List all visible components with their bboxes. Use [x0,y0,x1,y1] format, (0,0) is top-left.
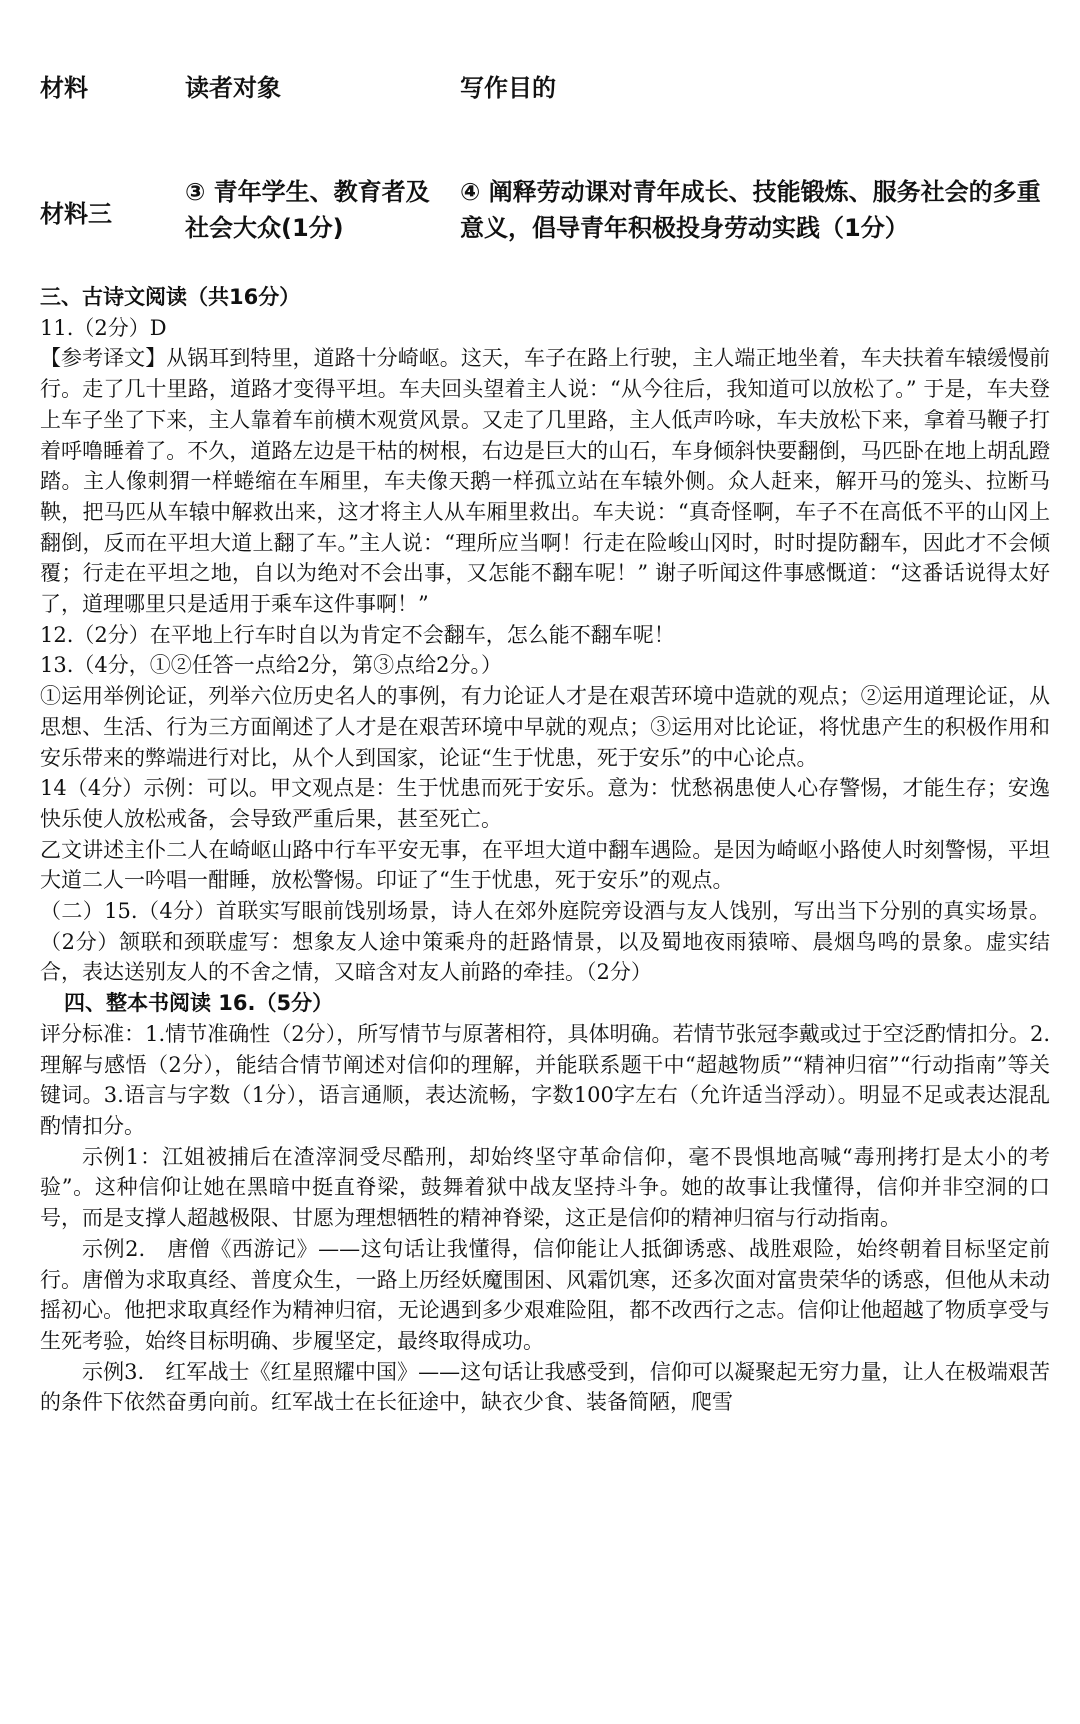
materials-table [40,70,1050,264]
question-14-part-b: 乙文讲述主仆二人在崎岖山路中行车平安无事，在平坦大道中翻车遇险。是因为崎岖小路使人时刻警惕，平坦大道二人一吟唱一酣睡，放松警惕。印证了“生于忧患，死于安乐”的观点。 [40,837,1050,893]
row-audience: ③ 青年学生、教育者及社会大众(1分) [185,178,430,242]
reference-translation: 【参考译文】从锅耳到特里，道路十分崎岖。这天，车子在路上行驶，主人端正地坐着，车夫扶着车辕缓慢前行。走了几十里路，道路才变得平坦。车夫回头望着主人说：“从今往后，我知道可以放松了。” 于是，车夫登上车子坐了下来，主人靠着车前横木观赏风景。又走了几里路，主人低声吟咏，车夫放松下来，拿着马鞭子打着呼噜睡着了。不久，道路左边是干枯的树根，右边是巨大的山石，车身倾斜快要翻倒，马匹卧在地上胡乱蹬踏。主人像刺猬一样蜷缩在车厢里，车夫像天鹅一样孤立站在车辕外侧。众人赶来，解开马的笼头、拉断马鞅，把马匹从车辕中解救出来，这才将主人从车厢里救出。车夫说：“真奇怪啊，车子不在高低不平的山冈上翻倒，反而在平坦大道上翻了车。”主人说：“理所应当啊！行走在险峻山冈时，时时提防翻车，因此才不会倾覆；行走在平坦之地，自以为绝对不会出事，又怎能不翻车呢！” 谢子听闻这件事感慨道：“这番话说得太好了，道理哪里只是适用于乘车这件事啊！” [40,346,1050,617]
row-label: 材料三 [40,200,112,228]
header-audience: 读者对象 [185,74,281,102]
header-material: 材料 [40,74,88,102]
header-purpose: 写作目的 [460,74,556,102]
table-header-row [40,70,1050,130]
question-14: 14（4分）示例：可以。甲文观点是：生于忧患而死于安乐。意为：忧愁祸患使人心存警惕，才能生存；安逸快乐使人放松戒备，会导致严重后果，甚至死亡。 [40,776,1050,831]
example-2: 示例2. 唐僧《西游记》——这句话让我懂得，信仰能让人抵御诱惑、战胜艰险，始终朝着目标坚定前行。唐僧为求取真经、普度众生，一路上历经妖魔围困、风霜饥寒，还多次面对富贵荣华的诱惑，但他从未动摇初心。他把求取真经作为精神归宿，无论遇到多少艰难险阻，都不改西行之志。信仰让他超越了物质享受与生死考验，始终目标明确、步履坚定，最终取得成功。 [40,1236,1050,1353]
example-1: 示例1：江姐被捕后在渣滓洞受尽酷刑，却始终坚守革命信仰，毫不畏惧地高喊“毒刑拷打是太小的考验”。这种信仰让她在黑暗中挺直脊梁，鼓舞着狱中战友坚持斗争。她的故事让我懂得，信仰并非空洞的口号，而是支撑人超越极限、甘愿为理想牺牲的精神脊梁，这正是信仰的精神归宿与行动指南。 [40,1144,1050,1231]
row-purpose: ④ 阐释劳动课对青年成长、技能锻炼、服务社会的多重意义，倡导青年积极投身劳动实践（1分） [460,178,1041,242]
example-3: 示例3. 红军战士《红星照耀中国》——这句话让我感受到，信仰可以凝聚起无穷力量，让人在极端艰苦的条件下依然奋勇向前。红军战士在长征途中，缺衣少食、装备简陋，爬雪 [40,1359,1050,1415]
question-11: 11.（2分）D [40,315,167,340]
question-13: 13.（4分，①②任答一点给2分，第③点给2分。） [40,653,502,678]
answer-body [40,282,1050,1418]
question-15: （二）15.（4分）首联实写眼前饯别场景，诗人在郊外庭院旁设酒与友人饯别，写出当下分别的真实场景。（2分）颔联和颈联虚写：想象友人途中策乘舟的赶路情景，以及蜀地夜雨猿啼、晨烟鸟鸣的景象。虚实结合，表达送别友人的不舍之情，又暗含对友人前路的牵挂。（2分） [40,899,1050,985]
question-12: 12.（2分）在平地上行车时自以为肯定不会翻车，怎么能不翻车呢！ [40,622,675,647]
table-row [40,174,1050,264]
scoring-criteria: 评分标准：1.情节准确性（2分），所写情节与原著相符，具体明确。若情节张冠李戴或过于空泛酌情扣分。2.理解与感悟（2分），能结合情节阐述对信仰的理解，并能联系题干中“超越物质”“精神归宿”“行动指南”等关键词。3.语言与字数（1分），语言通顺，表达流畅，字数100字左右（允许适当浮动）。明显不足或表达混乱酌情扣分。 [40,1021,1050,1138]
section-3-title: 三、古诗文阅读（共16分） [40,285,301,309]
question-13-answer: ①运用举例论证，列举六位历史名人的事例，有力论证人才是在艰苦环境中造就的观点；②运用道理论证，从思想、生活、行为三方面阐述了人才是在艰苦环境中早就的观点；③运用对比论证，将忧患产生的积极作用和安乐带来的弊端进行对比，从个人到国家，论证“生于忧患，死于安乐”的中心论点。 [40,684,1050,770]
section-4-title: 四、整本书阅读 16.（5分） [64,991,334,1016]
